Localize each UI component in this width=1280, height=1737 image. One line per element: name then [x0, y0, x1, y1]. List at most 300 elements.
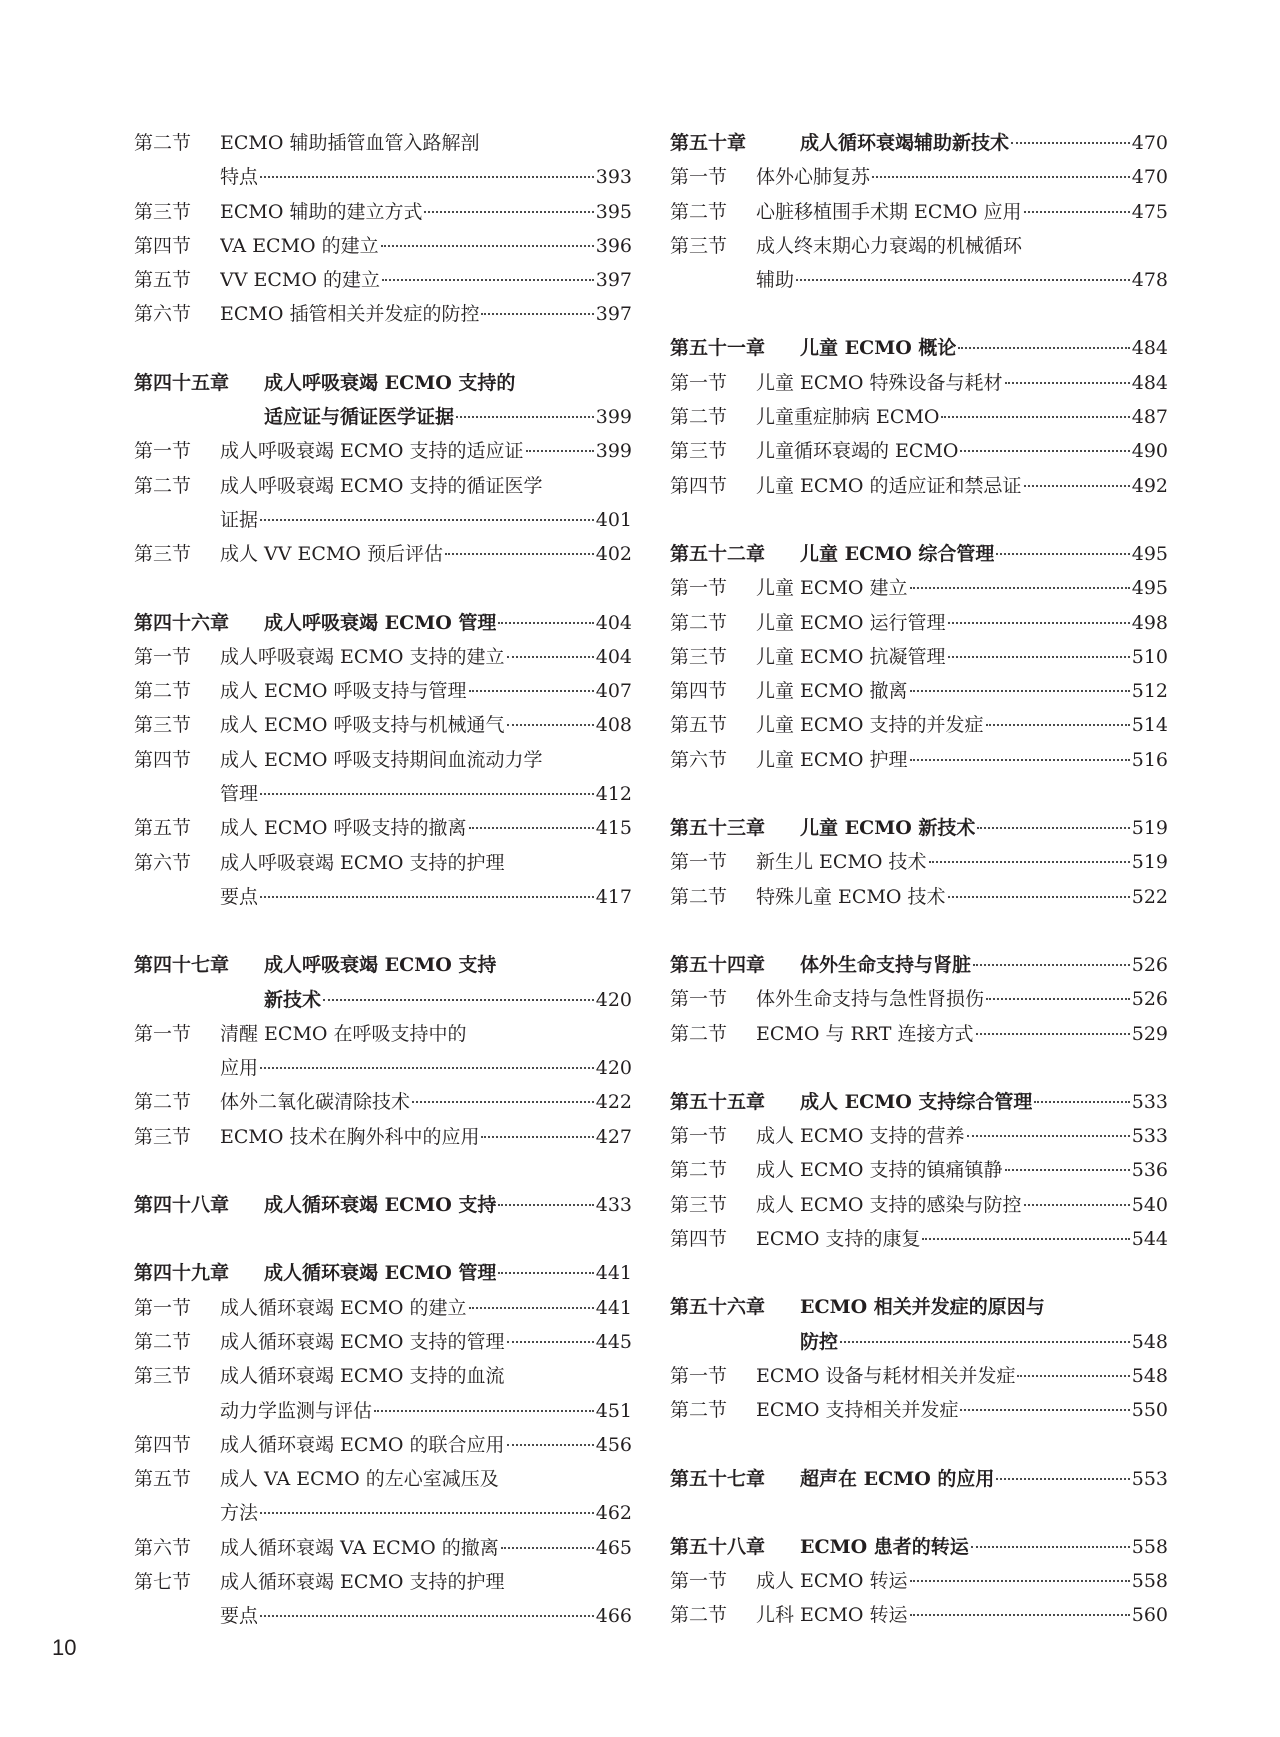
page-ref: 516: [1131, 748, 1168, 771]
section-title: 动力学监测与评估: [220, 1399, 373, 1422]
section-title: 应用: [220, 1057, 259, 1080]
chapter-label: 第五十五章: [670, 1090, 766, 1113]
dot-leader: [469, 827, 594, 829]
dot-leader: [948, 896, 1130, 898]
section-entry: [134, 128, 632, 197]
page-ref: 487: [1131, 406, 1168, 429]
dot-leader: [412, 1101, 594, 1103]
dot-leader: [507, 1444, 594, 1446]
section-label: 第二节: [134, 680, 192, 703]
chapter-heading: [134, 1190, 632, 1224]
dot-leader: [967, 1135, 1130, 1137]
page-ref: 397: [595, 269, 632, 292]
dot-leader: [498, 1272, 593, 1274]
section-label: 第二节: [670, 611, 728, 634]
toc-line: [670, 1327, 1168, 1361]
page-ref: 498: [1131, 611, 1168, 634]
section-title: 管理: [220, 783, 259, 806]
chapter-label: 第四十五章: [134, 371, 230, 394]
section-label: 第三节: [670, 1193, 728, 1216]
toc-line: [134, 1258, 632, 1292]
chapter-title: 成人 ECMO 支持综合管理: [800, 1090, 1033, 1113]
section-label: 第二节: [134, 1330, 192, 1353]
section-title: 成人 VV ECMO 预后评估: [220, 543, 443, 566]
page-ref: 522: [1131, 885, 1168, 908]
section-label: 第一节: [670, 166, 728, 189]
section-title: 成人 ECMO 呼吸支持的撤离: [220, 817, 467, 840]
chapter-title: ECMO 患者的转运: [800, 1535, 969, 1558]
section-title: 方法: [220, 1502, 259, 1525]
chapter-title: 超声在 ECMO 的应用: [800, 1467, 995, 1490]
dot-leader: [910, 587, 1130, 589]
page-ref: 510: [1131, 645, 1168, 668]
chapter-label: 第四十七章: [134, 954, 230, 977]
page-ref: 512: [1131, 680, 1168, 703]
section-label: 第六节: [134, 1536, 192, 1559]
section-entry: [670, 882, 1168, 916]
chapter-label: 第五十四章: [670, 953, 766, 976]
section-title: 成人 ECMO 支持的感染与防控: [756, 1193, 1022, 1216]
page-ref: 404: [595, 611, 632, 634]
toc-line: [670, 436, 1168, 470]
dot-leader: [260, 176, 594, 178]
page-ref: 402: [595, 543, 632, 566]
section-entry: [670, 745, 1168, 779]
section-entry: [670, 436, 1168, 470]
section-label: 第一节: [670, 577, 728, 600]
toc-line: [134, 402, 632, 436]
chapter-label: 第五十二章: [670, 542, 766, 565]
section-title: 辅助: [756, 269, 795, 292]
page-ref: 427: [595, 1125, 632, 1148]
dot-leader: [469, 690, 594, 692]
dot-leader: [910, 690, 1130, 692]
dot-leader: [976, 1033, 1130, 1035]
page-number: 10: [52, 1635, 77, 1660]
section-label: 第三节: [134, 1125, 192, 1148]
toc-line: [134, 265, 632, 299]
page-ref: 478: [1131, 269, 1168, 292]
page-ref: 412: [595, 783, 632, 806]
dot-leader: [1024, 485, 1130, 487]
section-entry: [670, 231, 1168, 300]
toc-line: [670, 1190, 1168, 1224]
dot-leader: [1005, 1169, 1130, 1171]
dot-leader: [840, 1341, 1130, 1343]
dot-leader: [260, 1615, 594, 1617]
chapter-title: 儿童 ECMO 概论: [800, 337, 957, 360]
page-ref: 407: [595, 680, 632, 703]
chapter-block: [670, 950, 1168, 1053]
dot-leader: [986, 724, 1130, 726]
page-ref: 492: [1131, 474, 1168, 497]
page-ref: 550: [1131, 1399, 1168, 1422]
dot-leader: [456, 416, 594, 418]
page-ref: 404: [595, 645, 632, 668]
page-ref: 526: [1131, 953, 1168, 976]
dot-leader: [929, 861, 1130, 863]
section-entry: [670, 402, 1168, 436]
toc-line: [670, 676, 1168, 710]
section-entry: [670, 847, 1168, 881]
section-title: 体外二氧化碳清除技术: [220, 1091, 411, 1114]
section-label: 第一节: [670, 851, 728, 874]
dot-leader: [507, 724, 594, 726]
section-label: 第一节: [670, 1364, 728, 1387]
dot-leader: [323, 999, 594, 1001]
chapter-heading: [670, 539, 1168, 573]
section-title: ECMO 支持的康复: [756, 1228, 921, 1251]
section-entry: [134, 1533, 632, 1567]
dot-leader: [260, 793, 594, 795]
section-title: 成人 ECMO 支持的镇痛镇静: [756, 1159, 1003, 1182]
section-label: 第二节: [670, 1604, 728, 1627]
toc-line: [670, 608, 1168, 642]
section-entry: [134, 848, 632, 917]
chapter-block: [134, 608, 632, 917]
chapter-title: 适应证与循证医学证据: [264, 406, 455, 429]
section-label: 第六节: [134, 851, 192, 874]
dot-leader: [1017, 1375, 1129, 1377]
toc-line: [134, 197, 632, 231]
section-title: ECMO 支持相关并发症: [756, 1399, 959, 1422]
chapter-block: [134, 368, 632, 574]
page-ref: 465: [595, 1536, 632, 1559]
section-title: 新生儿 ECMO 技术: [756, 851, 927, 874]
section-title: 儿科 ECMO 转运: [756, 1604, 908, 1627]
section-entry: [134, 471, 632, 540]
toc-line: [134, 1567, 632, 1601]
page-ref: 533: [1131, 1125, 1168, 1148]
section-entry: [134, 1327, 632, 1361]
section-label: 第一节: [670, 988, 728, 1011]
section-label: 第二节: [134, 132, 192, 154]
section-entry: [670, 1155, 1168, 1189]
section-entry: [670, 1600, 1168, 1634]
section-title: 成人循环衰竭 VA ECMO 的撤离: [220, 1536, 499, 1559]
section-entry: [670, 471, 1168, 505]
dot-leader: [1034, 1101, 1129, 1103]
toc-left-column: [134, 128, 632, 1670]
dot-leader: [374, 1410, 594, 1412]
page-ref: 558: [1131, 1535, 1168, 1558]
toc-line: [670, 402, 1168, 436]
toc-line: [670, 265, 1168, 299]
section-title: 儿童 ECMO 特殊设备与耗材: [756, 371, 1003, 394]
page-ref: 470: [1131, 132, 1168, 154]
toc-line: [670, 333, 1168, 367]
chapter-label: 第五十七章: [670, 1467, 766, 1490]
section-entry: [670, 608, 1168, 642]
chapter-block: [670, 1464, 1168, 1498]
toc-line: [670, 471, 1168, 505]
chapter-block: [670, 1532, 1168, 1635]
section-entry: [134, 436, 632, 470]
chapter-block: [134, 1258, 632, 1635]
toc-line: [670, 1361, 1168, 1395]
section-title: 心脏移植围手术期 ECMO 应用: [756, 200, 1022, 223]
page-ref: 456: [595, 1433, 632, 1456]
section-entry: [134, 745, 632, 814]
section-title: 儿童 ECMO 护理: [756, 748, 908, 771]
dot-leader: [960, 1409, 1129, 1411]
chapter-heading: [134, 608, 632, 642]
chapter-title: 新技术: [264, 988, 322, 1011]
chapter-heading: [670, 1292, 1168, 1361]
toc-line: [670, 162, 1168, 196]
chapter-block: [670, 1292, 1168, 1429]
section-title: 成人循环衰竭 ECMO 支持的护理: [220, 1570, 505, 1593]
toc-line: [134, 539, 632, 573]
section-entry: [134, 813, 632, 847]
toc-line: [134, 1327, 632, 1361]
section-entry: [670, 710, 1168, 744]
chapter-title: 成人呼吸衰竭 ECMO 支持: [264, 954, 497, 977]
toc-line: [134, 1361, 632, 1395]
section-entry: [134, 1430, 632, 1464]
dot-leader: [381, 245, 594, 247]
chapter-title: 成人呼吸衰竭 ECMO 管理: [264, 611, 497, 634]
page-ref: 420: [595, 1057, 632, 1080]
toc-line: [670, 710, 1168, 744]
page-ref: 396: [595, 234, 632, 257]
section-title: 儿童 ECMO 撤离: [756, 680, 908, 703]
toc-line: [134, 471, 632, 505]
toc-line: [134, 1533, 632, 1567]
section-entry: [134, 265, 632, 299]
chapter-block: [134, 950, 632, 1156]
chapter-label: 第五十六章: [670, 1296, 766, 1319]
toc-line: [134, 848, 632, 882]
section-title: ECMO 辅助插管血管入路解剖: [220, 132, 480, 154]
dot-leader: [973, 964, 1130, 966]
toc-line: [670, 642, 1168, 676]
section-label: 第三节: [134, 200, 192, 223]
section-label: 第二节: [134, 1091, 192, 1114]
toc-line: [670, 984, 1168, 1018]
page-ref: 433: [595, 1194, 632, 1217]
toc-line: [134, 882, 632, 916]
section-label: 第五节: [134, 1468, 192, 1491]
toc-line: [134, 299, 632, 333]
chapter-block: [670, 539, 1168, 779]
dot-leader: [922, 1238, 1129, 1240]
section-entry: [134, 1567, 632, 1636]
chapter-label: 第五十三章: [670, 817, 766, 840]
page-ref: 560: [1131, 1604, 1168, 1627]
toc-line: [134, 1190, 632, 1224]
toc-line: [134, 813, 632, 847]
section-label: 第二节: [670, 1399, 728, 1422]
dot-leader: [507, 656, 594, 658]
page-ref: 417: [595, 885, 632, 908]
page-ref: 484: [1131, 371, 1168, 394]
toc-line: [134, 1464, 632, 1498]
page-ref: 466: [595, 1605, 632, 1628]
chapter-heading: [134, 368, 632, 437]
dot-leader: [960, 450, 1129, 452]
toc-line: [134, 642, 632, 676]
section-label: 第三节: [670, 645, 728, 668]
toc-line: [670, 368, 1168, 402]
dot-leader: [260, 519, 594, 521]
section-title: 成人 ECMO 呼吸支持与机械通气: [220, 714, 505, 737]
chapter-heading: [670, 128, 1168, 162]
toc-line: [670, 1566, 1168, 1600]
page-ref: 536: [1131, 1159, 1168, 1182]
chapter-heading: [670, 333, 1168, 367]
section-label: 第五节: [134, 269, 192, 292]
chapter-block: [670, 813, 1168, 916]
chapter-block: [134, 128, 632, 334]
section-title: 体外生命支持与急性肾损伤: [756, 988, 985, 1011]
page-ref: 399: [595, 406, 632, 429]
chapter-title: 儿童 ECMO 新技术: [800, 817, 976, 840]
section-entry: [134, 710, 632, 744]
section-label: 第一节: [134, 645, 192, 668]
section-entry: [670, 1224, 1168, 1258]
section-title: 成人呼吸衰竭 ECMO 支持的循证医学: [220, 474, 543, 497]
page-ref: 441: [595, 1262, 632, 1285]
page-ref: 544: [1131, 1228, 1168, 1251]
section-title: 成人呼吸衰竭 ECMO 支持的建立: [220, 645, 505, 668]
section-label: 第五节: [134, 817, 192, 840]
section-label: 第一节: [134, 440, 192, 463]
toc-line: [134, 1019, 632, 1053]
toc-line: [134, 162, 632, 196]
section-title: 儿童循环衰竭的 ECMO: [756, 440, 959, 463]
section-label: 第五节: [670, 714, 728, 737]
dot-leader: [526, 450, 594, 452]
section-label: 第二节: [670, 200, 728, 223]
toc-right-column: [670, 128, 1168, 1669]
page-ref: 399: [595, 440, 632, 463]
section-label: 第四节: [134, 234, 192, 257]
dot-leader: [501, 1547, 594, 1549]
section-title: 成人 ECMO 呼吸支持期间血流动力学: [220, 748, 543, 771]
section-entry: [134, 1087, 632, 1121]
toc-line: [134, 1087, 632, 1121]
section-title: 成人呼吸衰竭 ECMO 支持的护理: [220, 851, 505, 874]
toc-line: [134, 1122, 632, 1156]
page-ref: 533: [1131, 1090, 1168, 1113]
toc-line: [134, 436, 632, 470]
toc-line: [670, 1224, 1168, 1258]
toc-line: [670, 1019, 1168, 1053]
dot-leader: [958, 347, 1129, 349]
dot-leader: [260, 1067, 594, 1069]
dot-leader: [507, 1341, 594, 1343]
dot-leader: [971, 1546, 1130, 1548]
dot-leader: [986, 998, 1130, 1000]
dot-leader: [498, 622, 593, 624]
toc-line: [134, 231, 632, 265]
section-label: 第二节: [670, 1022, 728, 1045]
section-entry: [670, 1395, 1168, 1429]
section-entry: [670, 1566, 1168, 1600]
page-ref: 441: [595, 1296, 632, 1319]
dot-leader: [996, 553, 1129, 555]
toc-line: [134, 676, 632, 710]
chapter-block: [670, 333, 1168, 504]
dot-leader: [481, 1136, 593, 1138]
dot-leader: [1024, 1204, 1130, 1206]
section-entry: [670, 1190, 1168, 1224]
dot-leader: [424, 211, 593, 213]
toc-line: [134, 128, 632, 162]
toc-line: [134, 950, 632, 984]
dot-leader: [260, 1512, 594, 1514]
section-entry: [670, 1361, 1168, 1395]
toc-line: [670, 1155, 1168, 1189]
section-title: 儿童 ECMO 的适应证和禁忌证: [756, 474, 1022, 497]
page-ref: 408: [595, 714, 632, 737]
section-entry: [670, 162, 1168, 196]
chapter-title: ECMO 相关并发症的原因与: [800, 1296, 1045, 1319]
toc-line: [670, 1121, 1168, 1155]
page-ref: 495: [1131, 542, 1168, 565]
toc-line: [670, 1087, 1168, 1121]
page-ref: 397: [595, 303, 632, 326]
toc-line: [670, 1532, 1168, 1566]
dot-leader: [941, 416, 1129, 418]
dot-leader: [910, 759, 1130, 761]
section-entry: [670, 676, 1168, 710]
dot-leader: [872, 176, 1130, 178]
section-label: 第四节: [134, 748, 192, 771]
page-ref: 553: [1131, 1467, 1168, 1490]
section-title: 要点: [220, 1605, 259, 1628]
toc-line: [134, 505, 632, 539]
toc-line: [670, 231, 1168, 265]
chapter-heading: [134, 950, 632, 1019]
dot-leader: [948, 656, 1130, 658]
section-title: 成人 ECMO 呼吸支持与管理: [220, 680, 467, 703]
page-ref: 451: [595, 1399, 632, 1422]
chapter-label: 第五十一章: [670, 337, 766, 360]
section-title: 特殊儿童 ECMO 技术: [756, 885, 946, 908]
toc-line: [134, 1053, 632, 1087]
dot-leader: [1024, 211, 1130, 213]
dot-leader: [910, 1614, 1130, 1616]
page-ref: 470: [1131, 166, 1168, 189]
chapter-heading: [670, 1532, 1168, 1566]
chapter-block: [670, 128, 1168, 299]
section-title: 儿童 ECMO 支持的并发症: [756, 714, 984, 737]
dot-leader: [445, 553, 594, 555]
section-label: 第六节: [134, 303, 192, 326]
page-ref: 393: [595, 166, 632, 189]
chapter-title: 成人呼吸衰竭 ECMO 支持的: [264, 371, 516, 394]
chapter-title: 成人循环衰竭辅助新技术: [800, 132, 1010, 154]
section-title: VV ECMO 的建立: [220, 269, 380, 292]
page-ref: 548: [1131, 1364, 1168, 1387]
section-title: 成人循环衰竭 ECMO 的建立: [220, 1296, 467, 1319]
section-title: ECMO 辅助的建立方式: [220, 200, 423, 223]
section-entry: [670, 984, 1168, 1018]
section-label: 第二节: [670, 1159, 728, 1182]
page-ref: 490: [1131, 440, 1168, 463]
chapter-title: 成人循环衰竭 ECMO 支持: [264, 1194, 497, 1217]
page-ref: 548: [1131, 1330, 1168, 1353]
page-ref: 445: [595, 1330, 632, 1353]
chapter-block: [134, 1190, 632, 1224]
section-entry: [134, 1361, 632, 1430]
toc-line: [134, 710, 632, 744]
dot-leader: [469, 1307, 594, 1309]
section-title: 成人循环衰竭 ECMO 支持的血流: [220, 1365, 505, 1388]
toc-line: [670, 128, 1168, 162]
